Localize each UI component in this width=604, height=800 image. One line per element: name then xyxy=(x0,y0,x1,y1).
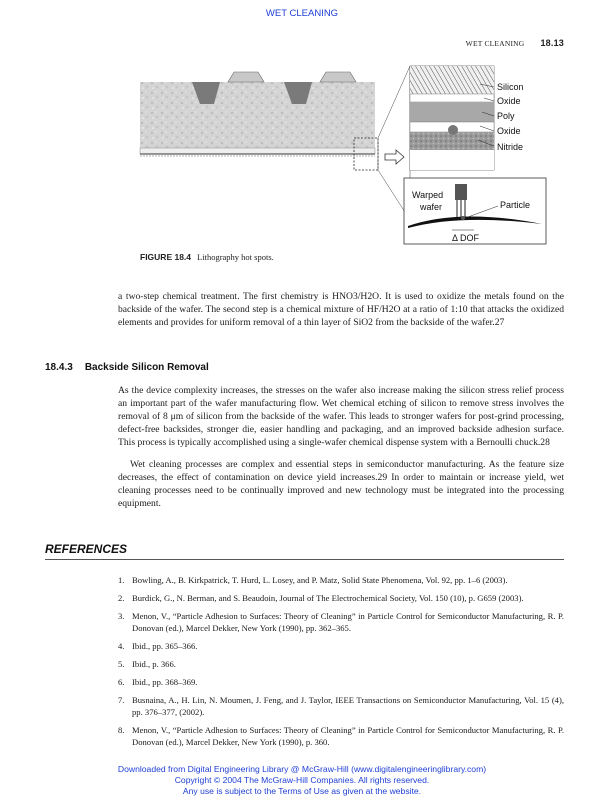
lithography-hotspots-figure xyxy=(130,60,570,260)
label-poly: Poly xyxy=(497,111,515,121)
dof-label: Δ DOF xyxy=(452,233,480,243)
download-footer[interactable] xyxy=(0,764,604,797)
reference-item: 3. Menon, V., “Particle Adhesion to Surfaces: Theory of Cleaning” in Particle Control for Semiconductor Manufacturing, R. P. Donovan (ed.), Marcel Dekker, New York (1990), pp. 362–365. xyxy=(118,611,564,633)
footer-line-download[interactable]: Downloaded from Digital Engineering Library @ McGraw-Hill (www.digitalengineeringlibrary.com) xyxy=(117,764,487,774)
reference-item: 7. Busnaina, A., H. Lin, N. Moumen, J. Feng, and J. Taylor, IEEE Transactions on Semiconductor Manufacturing, Vol. 15 (4), pp. 376–377, (2002). xyxy=(118,695,564,717)
pad-left xyxy=(228,72,264,82)
paragraph-backside-silicon: As the device complexity increases, the stresses on the wafer also increase making the silicon stress relief process an important part of the wafer manufacturing flow. Wet chemical etching of silicon to remove stress involves the removal of 8 μm of silicon from the backside of the wafer. This leads to stronger wafers for post-grind processing, defect-free backsides, stronger die, easier handling and packaging, and an improved backside adhesion surface. This process is typically accomplished using a single-wafer chemical dispense system with a Bernoulli chuck.28 xyxy=(118,385,564,448)
references-heading: REFERENCES xyxy=(45,542,128,556)
particle-label: Particle xyxy=(500,200,531,210)
reference-item: 8. Menon, V., “Particle Adhesion to Surfaces: Theory of Cleaning” in Particle Control for Semiconductor Manufacturing, R. P. Donovan (ed.), Marcel Dekker, New York (1990), p. 360. xyxy=(118,725,564,747)
paragraph-wet-cleaning-summary: Wet cleaning processes are complex and essential steps in semiconductor manufacturing. As the feature size decreases, the effect of contamination on device yield increases.29 In order to maintain or increase yield, wet cleaning processes need to be continually improved and new technology must be integrated into the processing equipment. xyxy=(118,459,564,509)
references-rule xyxy=(45,559,564,560)
figure-caption-text: Lithography hot spots. xyxy=(197,252,274,262)
reference-item: 1. Bowling, A., B. Kirkpatrick, T. Hurd, L. Losey, and P. Matz, Solid State Phenomena, Vol. 92, pp. 1–6 (2003). xyxy=(118,575,508,585)
reference-item: 6. Ibid., pp. 368–369. xyxy=(118,677,198,687)
running-head xyxy=(466,38,564,48)
wafer-cross-section xyxy=(140,82,375,154)
label-nitride: Nitride xyxy=(497,142,524,152)
particle-dot xyxy=(461,216,465,220)
figure-caption-label: FIGURE 18.4 xyxy=(140,252,192,262)
running-head-title: WET CLEANING xyxy=(465,39,525,48)
section-number: 18.4.3 xyxy=(45,362,73,373)
warped-label-line1: Warped xyxy=(412,190,444,200)
section-heading xyxy=(45,362,221,373)
top-banner[interactable]: WET CLEANING xyxy=(265,8,339,19)
reference-item: 2. Burdick, G., N. Berman, and S. Beaudoin, Journal of The Electrochemical Society, Vol. 150 (10), p. G659 (2003). xyxy=(118,593,524,603)
footer-line-copyright: Copyright © 2004 The McGraw-Hill Companies. All rights reserved. xyxy=(174,775,430,785)
footer-line-terms[interactable]: Any use is subject to the Terms of Use as given at the website. xyxy=(182,786,422,796)
arrow-icon xyxy=(385,150,404,164)
reference-item: 4. Ibid., pp. 365–366. xyxy=(118,641,198,651)
warped-label-line2: wafer xyxy=(420,202,443,212)
paragraph-oxidation-treatment: a two-step chemical treatment. The first chemistry is HNO3/H2O. It is used to oxidize the metals found on the backside of the wafer. The second step is a chemical mixture of HF/H2O at a ratio of 1:10 that attacks the oxidized elements and provides for uniform removal of a thin layer of SiO2 from the backside of the wafer.27 xyxy=(118,291,564,328)
reference-item: 5. Ibid., p. 366. xyxy=(118,659,176,669)
figure-caption xyxy=(140,252,274,262)
page-number: 18.13 xyxy=(540,38,564,48)
references-list xyxy=(118,574,564,754)
section-title: Backside Silicon Removal xyxy=(84,362,209,373)
pad-right xyxy=(320,72,356,82)
label-oxide-2: Oxide xyxy=(497,126,521,136)
exposure-beam xyxy=(455,184,467,200)
label-silicon: Silicon xyxy=(497,82,524,92)
label-oxide-1: Oxide xyxy=(497,96,521,106)
